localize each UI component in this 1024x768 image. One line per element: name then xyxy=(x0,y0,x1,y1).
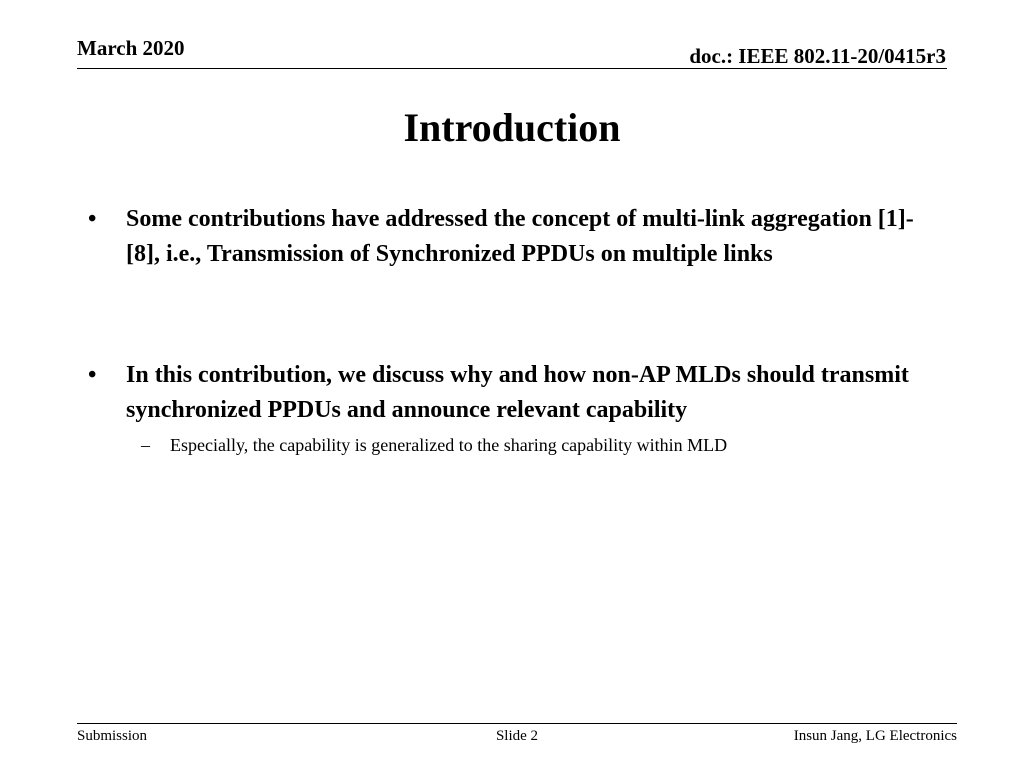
footer-divider xyxy=(77,723,957,724)
bullet-text: Some contributions have addressed the concept of multi-link aggregation [1]-[8], i.e., Transmission of Synchronized PPDUs on multiple links xyxy=(126,206,914,267)
header-doc-id: doc.: IEEE 802.11-20/0415r3 xyxy=(689,44,946,68)
bullet-item xyxy=(85,358,935,428)
slide-content xyxy=(85,202,935,458)
slide-title: Introduction xyxy=(403,105,621,150)
bullet-spacer xyxy=(85,272,935,358)
bullet-marker: • xyxy=(88,362,97,388)
header-date: March 2020 xyxy=(77,36,185,60)
header-divider xyxy=(77,68,947,69)
footer-slide-number: Slide 2 xyxy=(495,728,539,744)
sub-bullet-item xyxy=(141,432,935,458)
sub-bullet-marker: – xyxy=(141,435,150,455)
sub-bullet-text: Especially, the capability is generalized to the sharing capability within MLD xyxy=(170,435,728,455)
bullet-marker: • xyxy=(88,206,97,232)
footer-author: Insun Jang, LG Electronics xyxy=(793,728,957,744)
bullet-item xyxy=(85,202,935,272)
footer-submission: Submission xyxy=(77,728,148,744)
bullet-text: In this contribution, we discuss why and how non-AP MLDs should transmit synchronized PPDUs and announce relevant capability xyxy=(126,362,909,423)
